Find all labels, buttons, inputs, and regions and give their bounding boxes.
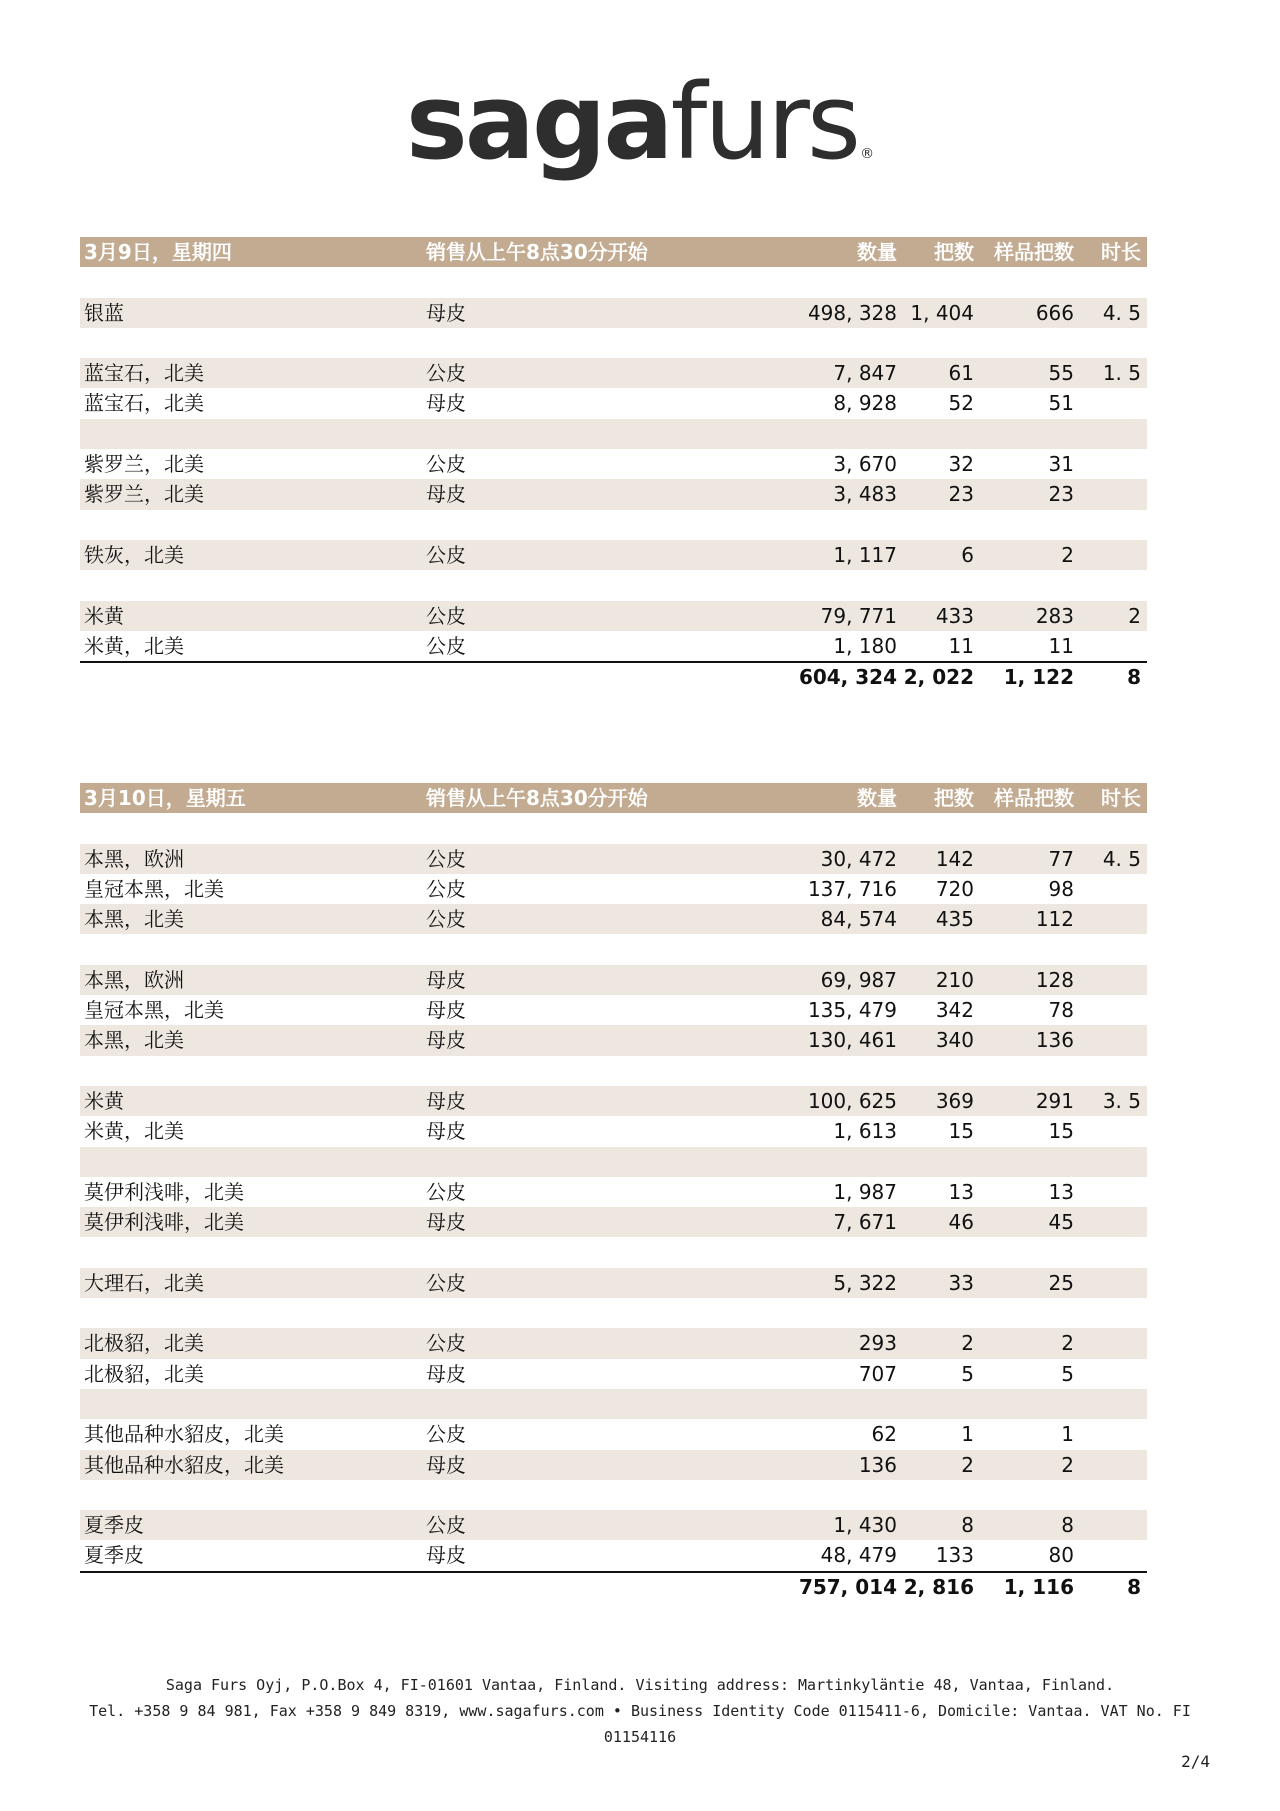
cell-qty: 30, 472: [820, 846, 897, 871]
total-sample: 1, 116: [1003, 1574, 1074, 1599]
cell-lots: 340: [935, 1028, 974, 1053]
cell-sex: 公皮: [426, 876, 466, 901]
cell-sample: 77: [1048, 846, 1074, 871]
cell-hours: 3. 5: [1102, 1088, 1141, 1113]
table-row: [80, 1510, 1147, 1540]
cell-qty: 1, 987: [833, 1179, 897, 1204]
header-hours: 时长: [1101, 786, 1141, 810]
table-row: [80, 1086, 1147, 1116]
total-qty: 757, 014: [798, 1574, 897, 1599]
cell-sex: 公皮: [426, 361, 466, 386]
cell-lots: 8: [961, 1513, 974, 1538]
cell-hours: 4. 5: [1102, 846, 1141, 871]
cell-sample: 291: [1035, 1088, 1074, 1113]
cell-sex: 母皮: [426, 482, 466, 507]
cell-qty: 707: [858, 1361, 897, 1386]
cell-name: 大理石，北美: [84, 1270, 204, 1295]
cell-sex: 公皮: [426, 846, 466, 871]
cell-lots: 2: [961, 1331, 974, 1356]
cell-qty: 3, 483: [833, 482, 897, 507]
cell-name: 铁灰，北美: [84, 542, 184, 567]
table-row: [80, 298, 1147, 328]
cell-qty: 48, 479: [820, 1543, 897, 1568]
cell-sex: 公皮: [426, 633, 466, 658]
cell-sex: 母皮: [426, 391, 466, 416]
footer-line-2: Tel. +358 9 84 981, Fax +358 9 849 8319, www.sagafurs.com • Business Identity Code 0115411-6, Domicile: Vantaa. VAT No. FI: [89, 1702, 1191, 1720]
cell-lots: 342: [935, 998, 974, 1023]
header-qty: 数量: [857, 240, 897, 264]
cell-sex: 母皮: [426, 1119, 466, 1144]
cell-hours: 1. 5: [1102, 361, 1141, 386]
header-lots: 把数: [934, 786, 974, 810]
cell-lots: 11: [948, 633, 974, 658]
sales-table-day2: [80, 783, 1147, 1603]
cell-qty: 100, 625: [807, 1088, 897, 1113]
cell-sample: 78: [1048, 998, 1074, 1023]
cell-name: 莫伊利浅啡，北美: [84, 1179, 244, 1204]
cell-sample: 666: [1035, 300, 1074, 325]
table-row: [80, 874, 1147, 904]
cell-sample: 23: [1048, 482, 1074, 507]
cell-lots: 52: [948, 391, 974, 416]
cell-name: 北极貂，北美: [84, 1361, 204, 1386]
cell-sex: 公皮: [426, 1422, 466, 1447]
table-row: [80, 1419, 1147, 1449]
total-lots: 2, 022: [903, 665, 974, 690]
cell-qty: 7, 847: [833, 361, 897, 386]
cell-sex: 公皮: [426, 452, 466, 477]
table-row: [80, 995, 1147, 1025]
total-hours: 8: [1127, 665, 1141, 690]
cell-name: 北极貂，北美: [84, 1331, 204, 1356]
table-row: [80, 1025, 1147, 1055]
page-number: 2/4: [1181, 1752, 1210, 1771]
table-row: [80, 1450, 1147, 1480]
cell-lots: 1: [961, 1422, 974, 1447]
cell-qty: 498, 328: [807, 300, 897, 325]
total-sample: 1, 122: [1003, 665, 1074, 690]
cell-sample: 2: [1061, 1331, 1074, 1356]
table-row: [80, 844, 1147, 874]
table-row: [80, 328, 1147, 358]
cell-sex: 母皮: [426, 1210, 466, 1235]
cell-qty: 293: [858, 1331, 897, 1356]
table-row: [80, 1298, 1147, 1328]
cell-lots: 33: [948, 1270, 974, 1295]
table-row: [80, 965, 1147, 995]
table-row: [80, 631, 1147, 661]
table-row: [80, 1116, 1147, 1146]
cell-sample: 112: [1035, 907, 1074, 932]
cell-sex: 母皮: [426, 967, 466, 992]
cell-lots: 1, 404: [910, 300, 974, 325]
total-lots: 2, 816: [903, 1574, 974, 1599]
total-qty: 604, 324: [798, 665, 897, 690]
cell-name: 夏季皮: [84, 1543, 144, 1568]
cell-qty: 7, 671: [833, 1210, 897, 1235]
cell-sample: 2: [1061, 1452, 1074, 1477]
cell-sample: 5: [1061, 1361, 1074, 1386]
cell-name: 其他品种水貂皮，北美: [84, 1422, 284, 1447]
cell-name: 米黄: [84, 603, 124, 628]
cell-lots: 32: [948, 452, 974, 477]
cell-lots: 6: [961, 542, 974, 567]
cell-sample: 1: [1061, 1422, 1074, 1447]
footer-line-3: 01154116: [603, 1728, 677, 1746]
cell-sex: 公皮: [426, 1179, 466, 1204]
cell-name: 蓝宝石，北美: [84, 361, 204, 386]
total-hours: 8: [1127, 1574, 1141, 1599]
registered-mark: ®: [860, 146, 875, 162]
cell-sample: 80: [1048, 1543, 1074, 1568]
cell-lots: 13: [948, 1179, 974, 1204]
cell-lots: 23: [948, 482, 974, 507]
cell-sex: 母皮: [426, 1361, 466, 1386]
cell-lots: 46: [948, 1210, 974, 1235]
header-start: 销售从上午8点30分开始: [426, 240, 648, 264]
header-sample: 样品把数: [994, 240, 1074, 264]
table-row: [80, 1147, 1147, 1177]
cell-sample: 15: [1048, 1119, 1074, 1144]
cell-name: 米黄: [84, 1088, 124, 1113]
cell-qty: 5, 322: [833, 1270, 897, 1295]
cell-name: 紫罗兰，北美: [84, 452, 204, 477]
table-row: [80, 1056, 1147, 1086]
cell-name: 夏季皮: [84, 1513, 144, 1538]
cell-name: 莫伊利浅啡，北美: [84, 1210, 244, 1235]
cell-qty: 1, 613: [833, 1119, 897, 1144]
table-row: [80, 540, 1147, 570]
cell-lots: 133: [935, 1543, 974, 1568]
table-row: [80, 813, 1147, 843]
cell-lots: 15: [948, 1119, 974, 1144]
table-row: [80, 904, 1147, 934]
cell-sex: 母皮: [426, 1452, 466, 1477]
cell-lots: 61: [948, 361, 974, 386]
header-date: 3月10日，星期五: [84, 786, 246, 810]
table-row: [80, 601, 1147, 631]
cell-sample: 51: [1048, 391, 1074, 416]
header-hours: 时长: [1101, 240, 1141, 264]
cell-name: 皇冠本黑，北美: [84, 998, 224, 1023]
cell-sample: 8: [1061, 1513, 1074, 1538]
sales-table-day1: [80, 237, 1147, 693]
cell-qty: 69, 987: [820, 967, 897, 992]
table-row: [80, 388, 1147, 418]
cell-lots: 435: [935, 907, 974, 932]
table-header: [80, 237, 1147, 267]
cell-name: 紫罗兰，北美: [84, 482, 204, 507]
table-row: [80, 449, 1147, 479]
table-row: [80, 419, 1147, 449]
cell-name: 本黑，北美: [84, 1028, 184, 1053]
header-date: 3月9日，星期四: [84, 240, 232, 264]
table-header: [80, 783, 1147, 813]
cell-sample: 55: [1048, 361, 1074, 386]
cell-lots: 5: [961, 1361, 974, 1386]
cell-lots: 142: [935, 846, 974, 871]
table-row: [80, 1268, 1147, 1298]
cell-hours: 4. 5: [1102, 300, 1141, 325]
cell-qty: 135, 479: [807, 998, 897, 1023]
cell-sex: 公皮: [426, 1513, 466, 1538]
table-row: [80, 1237, 1147, 1267]
cell-name: 蓝宝石，北美: [84, 391, 204, 416]
cell-sample: 45: [1048, 1210, 1074, 1235]
logo-text-saga: saga: [405, 61, 671, 183]
table-row: [80, 1389, 1147, 1419]
cell-qty: 130, 461: [807, 1028, 897, 1053]
cell-sample: 283: [1035, 603, 1074, 628]
table-row: [80, 1207, 1147, 1237]
footer-line-1: Saga Furs Oyj, P.O.Box 4, FI-01601 Vantaa, Finland. Visiting address: Martinkyläntie 48, Vantaa, Finland.: [165, 1676, 1115, 1694]
cell-name: 皇冠本黑，北美: [84, 876, 224, 901]
cell-lots: 433: [935, 603, 974, 628]
cell-sex: 公皮: [426, 542, 466, 567]
cell-sample: 13: [1048, 1179, 1074, 1204]
cell-lots: 369: [935, 1088, 974, 1113]
cell-name: 本黑，欧洲: [84, 846, 184, 871]
cell-sample: 11: [1048, 633, 1074, 658]
table-row: [80, 1328, 1147, 1358]
cell-qty: 79, 771: [820, 603, 897, 628]
cell-qty: 1, 430: [833, 1513, 897, 1538]
cell-sex: 公皮: [426, 603, 466, 628]
cell-sample: 25: [1048, 1270, 1074, 1295]
cell-sample: 31: [1048, 452, 1074, 477]
cell-sex: 母皮: [426, 998, 466, 1023]
cell-name: 米黄，北美: [84, 633, 184, 658]
table-row: [80, 510, 1147, 540]
table-row: [80, 1540, 1147, 1570]
cell-qty: 137, 716: [807, 876, 897, 901]
cell-sample: 2: [1061, 542, 1074, 567]
table-row: [80, 1359, 1147, 1389]
cell-name: 本黑，欧洲: [84, 967, 184, 992]
cell-name: 米黄，北美: [84, 1119, 184, 1144]
header-lots: 把数: [934, 240, 974, 264]
header-start: 销售从上午8点30分开始: [426, 786, 648, 810]
logo-text-furs: furs: [670, 61, 859, 183]
cell-qty: 136: [858, 1452, 897, 1477]
cell-sex: 母皮: [426, 300, 466, 325]
cell-hours: 2: [1128, 603, 1141, 628]
footer-company-info: [80, 1672, 1200, 1750]
cell-sex: 母皮: [426, 1088, 466, 1113]
cell-sex: 公皮: [426, 1270, 466, 1295]
cell-qty: 8, 928: [833, 391, 897, 416]
table-row: [80, 479, 1147, 509]
cell-name: 本黑，北美: [84, 907, 184, 932]
cell-sex: 母皮: [426, 1543, 466, 1568]
total-row: [80, 1571, 1147, 1603]
cell-sex: 公皮: [426, 1331, 466, 1356]
cell-qty: 62: [871, 1422, 897, 1447]
cell-qty: 3, 670: [833, 452, 897, 477]
table-row: [80, 1480, 1147, 1510]
cell-qty: 84, 574: [820, 907, 897, 932]
cell-name: 银蓝: [84, 300, 124, 325]
cell-sex: 公皮: [426, 907, 466, 932]
cell-lots: 720: [935, 876, 974, 901]
cell-lots: 210: [935, 967, 974, 992]
table-row: [80, 267, 1147, 297]
table-row: [80, 358, 1147, 388]
cell-qty: 1, 117: [833, 542, 897, 567]
total-row: [80, 661, 1147, 693]
header-qty: 数量: [857, 786, 897, 810]
table-row: [80, 934, 1147, 964]
header-sample: 样品把数: [994, 786, 1074, 810]
table-row: [80, 570, 1147, 600]
cell-qty: 1, 180: [833, 633, 897, 658]
table-row: [80, 1177, 1147, 1207]
cell-sample: 98: [1048, 876, 1074, 901]
cell-sex: 母皮: [426, 1028, 466, 1053]
cell-name: 其他品种水貂皮，北美: [84, 1452, 284, 1477]
sagafurs-logo: [0, 61, 1280, 183]
cell-lots: 2: [961, 1452, 974, 1477]
cell-sample: 136: [1035, 1028, 1074, 1053]
cell-sample: 128: [1035, 967, 1074, 992]
